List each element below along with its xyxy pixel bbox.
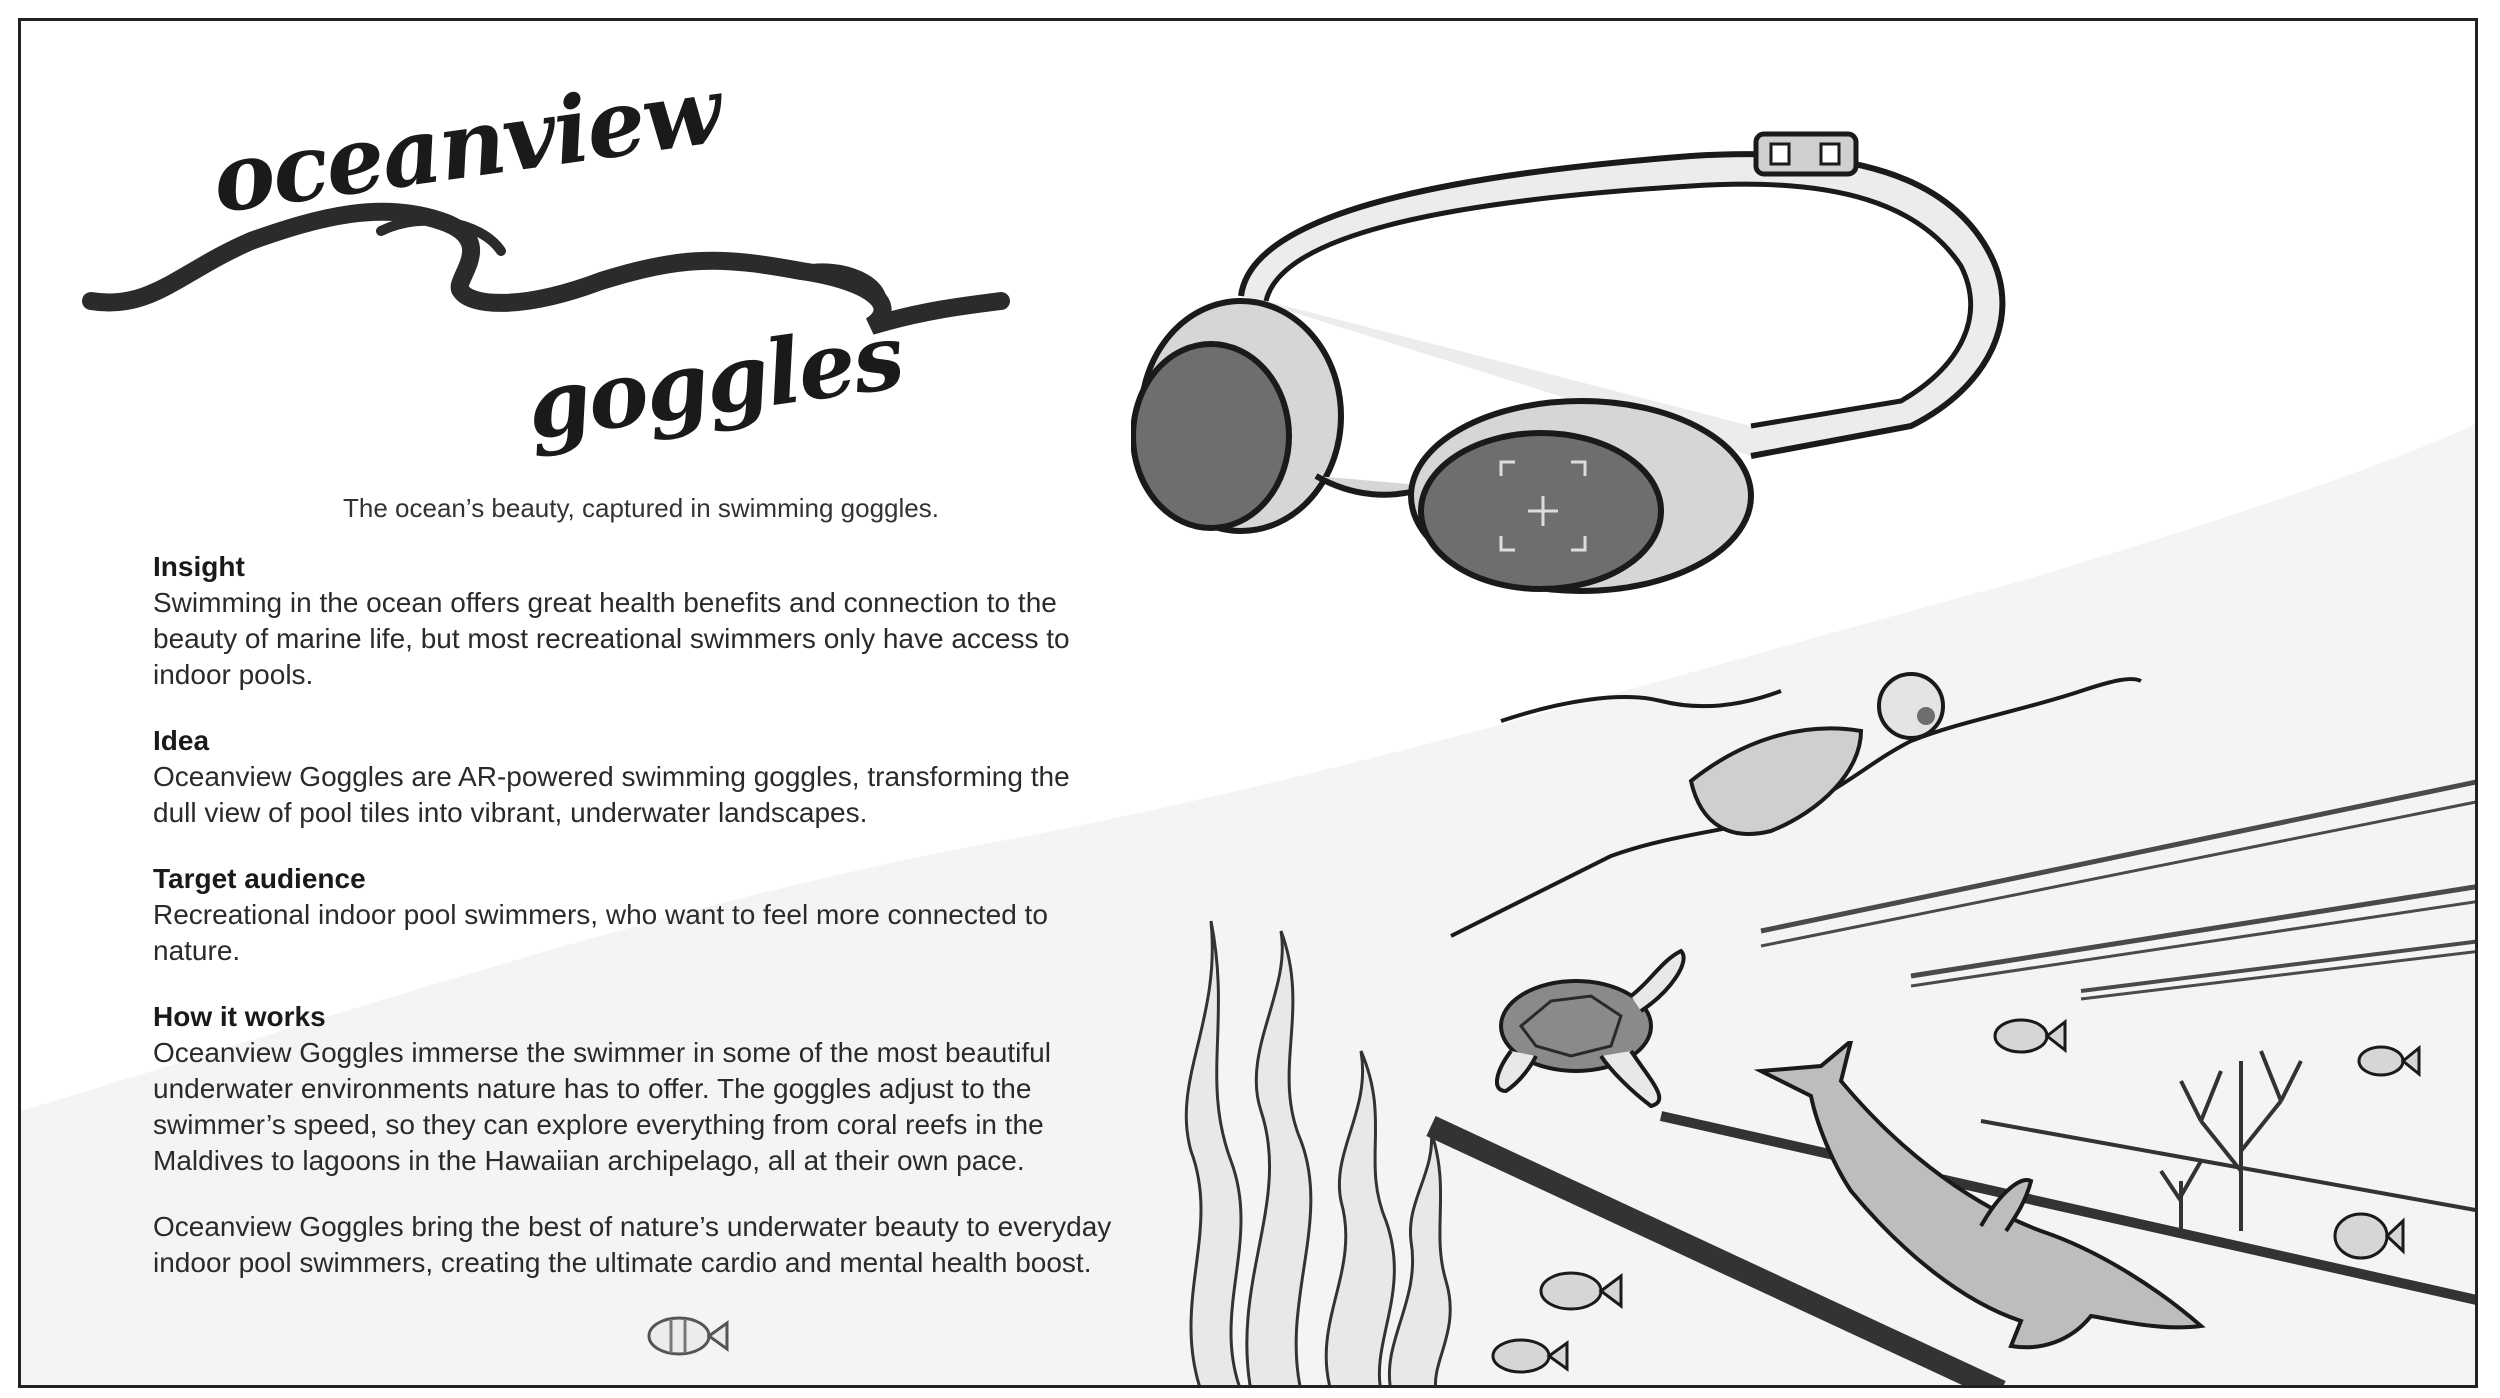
fish-icon (641, 1311, 731, 1361)
closing-paragraph: Oceanview Goggles bring the best of nature’s underwater beauty to everyday indoor pool swimmers, creating the ultimate cardio and mental health boost. (153, 1211, 1112, 1278)
logo-top-word: oceanview (205, 55, 727, 235)
logo-bottom-word: goggles (520, 303, 909, 461)
section-target-audience (153, 861, 1113, 969)
section-body: Oceanview Goggles are AR-powered swimming goggles, transforming the dull view of pool tiles into vibrant, underwater landscapes. (153, 761, 1070, 828)
section-how-it-works (153, 999, 1113, 1179)
section-body: Recreational indoor pool swimmers, who want to feel more connected to nature. (153, 899, 1048, 966)
section-idea (153, 723, 1113, 831)
section-heading: Insight (153, 551, 245, 582)
pool-lane-lines-icon (1741, 751, 2478, 1001)
fish-icon (1991, 1006, 2451, 1266)
content-column (153, 549, 1113, 1309)
logo (81, 55, 1021, 461)
section-heading: How it works (153, 1001, 326, 1032)
section-body: Swimming in the ocean offers great health benefits and connection to the beauty of marine life, but most recreational swimmers only have access to indoor pools. (153, 587, 1070, 690)
poster-frame (18, 18, 2478, 1388)
swimming-goggles-icon (1131, 116, 2031, 606)
seaweed-icon (1161, 901, 1461, 1388)
section-heading: Target audience (153, 863, 366, 894)
tagline: The ocean’s beauty, captured in swimming goggles. (343, 493, 939, 523)
section-body: Oceanview Goggles immerse the swimmer in some of the most beautiful underwater environments nature has to offer. The goggles adjust to the swimmer’s speed, so they can explore everything from coral reefs in the Maldives to lagoons in the Hawaiian archipelago, all at their own pace. (153, 1037, 1051, 1176)
sea-turtle-icon (1481, 941, 1711, 1111)
section-insight (153, 549, 1113, 693)
fish-icon (1481, 1261, 1681, 1381)
section-heading: Idea (153, 725, 210, 756)
